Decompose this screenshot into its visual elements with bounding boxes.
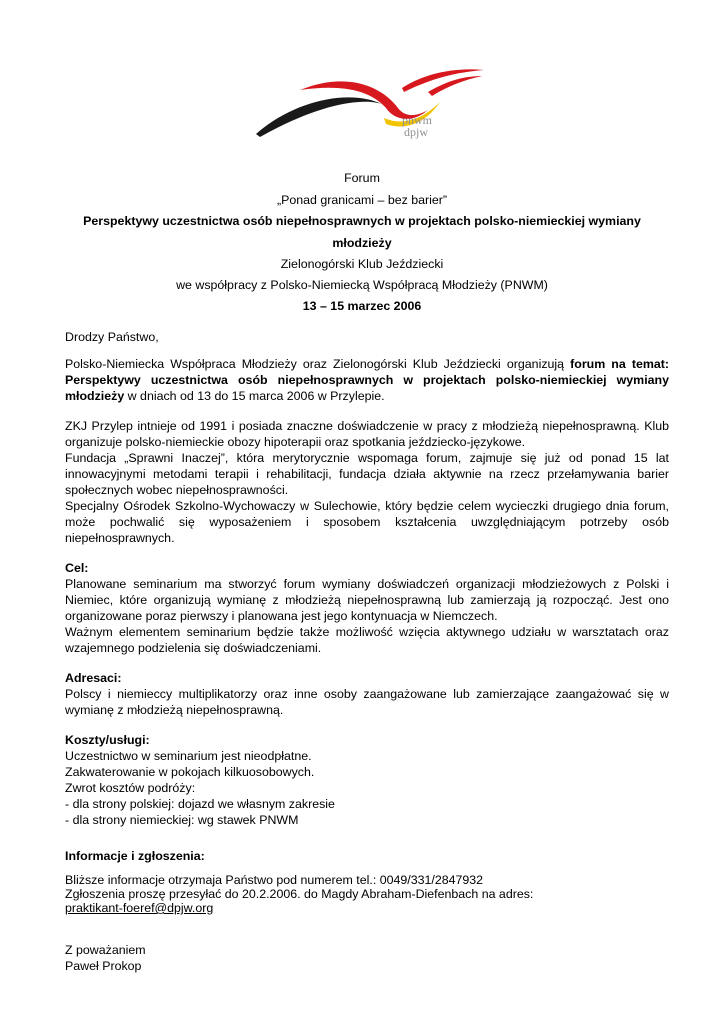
about-paragraph-school: Specjalny Ośrodek Szkolno-Wychowaczy w Sulechowie, który będzie celem wycieczki drugiego dnia forum, może pochwalić się wyposażeniem i sposobem kształcenia uwzględniającym potrzeby osób niepełnosprawnych. xyxy=(65,499,669,545)
costs-line-1: Uczestnictwo w seminarium jest nieodpłatne. xyxy=(65,749,312,763)
audience-section xyxy=(65,670,669,718)
contact-email-link[interactable]: praktikant-foeref@dpjw.org xyxy=(65,901,214,915)
costs-heading: Koszty/usługi: xyxy=(65,733,150,747)
pnwm-logo xyxy=(252,62,488,142)
header-organizer: Zielonogórski Klub Jeździecki xyxy=(280,257,444,271)
info-heading: Informacje i zgłoszenia: xyxy=(65,849,205,863)
about-paragraph-foundation: Fundacja „Sprawni Inaczej”, która merytorycznie wspomaga forum, zajmuje się już od ponad 15 lat innowacyjnymi metodami terapii i rehabilitacji, fundacja działa aktywnie na rzecz przełamywania barier społecznych wobec niepełnosprawności. xyxy=(65,451,669,497)
logo-text-dpjw: dpjw xyxy=(404,125,428,139)
intro-text-end: w dniach od 13 do 15 marca 2006 w Przylepie. xyxy=(124,389,385,403)
intro-topic: forum na temat: Perspektywy uczestnictwa osób niepełnosprawnych w projektach polsko-niemieckiej wymiany młodzieży xyxy=(65,357,669,403)
header-dates: 13 – 15 marzec 2006 xyxy=(302,299,422,313)
intro-paragraph xyxy=(65,356,669,404)
about-section xyxy=(65,418,669,546)
header-motto: „Ponad granicami – bez barier” xyxy=(276,193,448,207)
header-title-line1: Perspektywy uczestnictwa osób niepełnosprawnych w projektach polsko-niemieckiej wymiany xyxy=(83,214,641,228)
info-application-line: Zgłoszenia proszę przesyłać do 20.2.2006. do Magdy Abraham-Diefenbach na adres: xyxy=(65,887,534,901)
info-section xyxy=(65,873,669,915)
header-title-line2: młodzieży xyxy=(332,236,392,250)
audience-text: Polscy i niemieccy multiplikatorzy oraz inne osoby zaangażowane lub zamierzające zaangażować się w wymianę z młodzieżą niepełnosprawną. xyxy=(65,687,669,717)
logo-text-pnwm: pnwm xyxy=(402,113,432,127)
costs-line-5: - dla strony niemieckiej: wg stawek PNWM xyxy=(65,813,299,827)
about-paragraph-zkj: ZKJ Przylep intnieje od 1991 i posiada znaczne doświadczenie w pracy z młodzieżą niepełnosprawną. Klub organizuje polsko-niemieckie obozy hipoterapii oraz spotkania jeździecko-językowe. xyxy=(65,419,669,449)
audience-heading: Adresaci: xyxy=(65,671,122,685)
greeting: Drodzy Państwo, xyxy=(65,330,159,344)
costs-line-2: Zakwaterowanie w pokojach kilkuosobowych. xyxy=(65,765,315,779)
closing-signature: Paweł Prokop xyxy=(65,959,142,973)
logo-swoosh-graphic xyxy=(252,62,488,142)
goal-section xyxy=(65,560,669,656)
closing-regards: Z poważaniem xyxy=(65,943,146,957)
intro-text-start: Polsko-Niemiecka Współpraca Młodzieży oraz Zielonogórski Klub Jeździecki organizują xyxy=(65,357,571,371)
goal-paragraph-1: Planowane seminarium ma stworzyć forum wymiany doświadczeń organizacji młodzieżowych z Polski i Niemiec, które organizują wymianę z młodzieżą niepełnosprawną lub zamierzają ją rozpocząć. Jest ono organizowane poraz pierwszy i planowana jest jego kontynuacja w Niemczech. xyxy=(65,577,669,623)
costs-section xyxy=(65,732,669,828)
costs-line-3: Zwrot kosztów podróży: xyxy=(65,781,196,795)
goal-paragraph-2: Ważnym elementem seminarium będzie także możliwość wzięcia aktywnego udziału w warsztatach oraz wzajemnego podzielenia się doświadczeniami. xyxy=(65,625,669,655)
header-forum: Forum xyxy=(344,171,380,185)
closing-section xyxy=(65,942,669,974)
costs-line-4: - dla strony polskiej: dojazd we własnym zakresie xyxy=(65,797,335,811)
header-cooperation: we współpracy z Polsko-Niemiecką Współpracą Młodzieży (PNWM) xyxy=(176,278,548,292)
info-phone-line: Bliższe informacje otrzymaja Państwo pod numerem tel.: 0049/331/2847932 xyxy=(65,873,484,887)
goal-heading: Cel: xyxy=(65,561,89,575)
